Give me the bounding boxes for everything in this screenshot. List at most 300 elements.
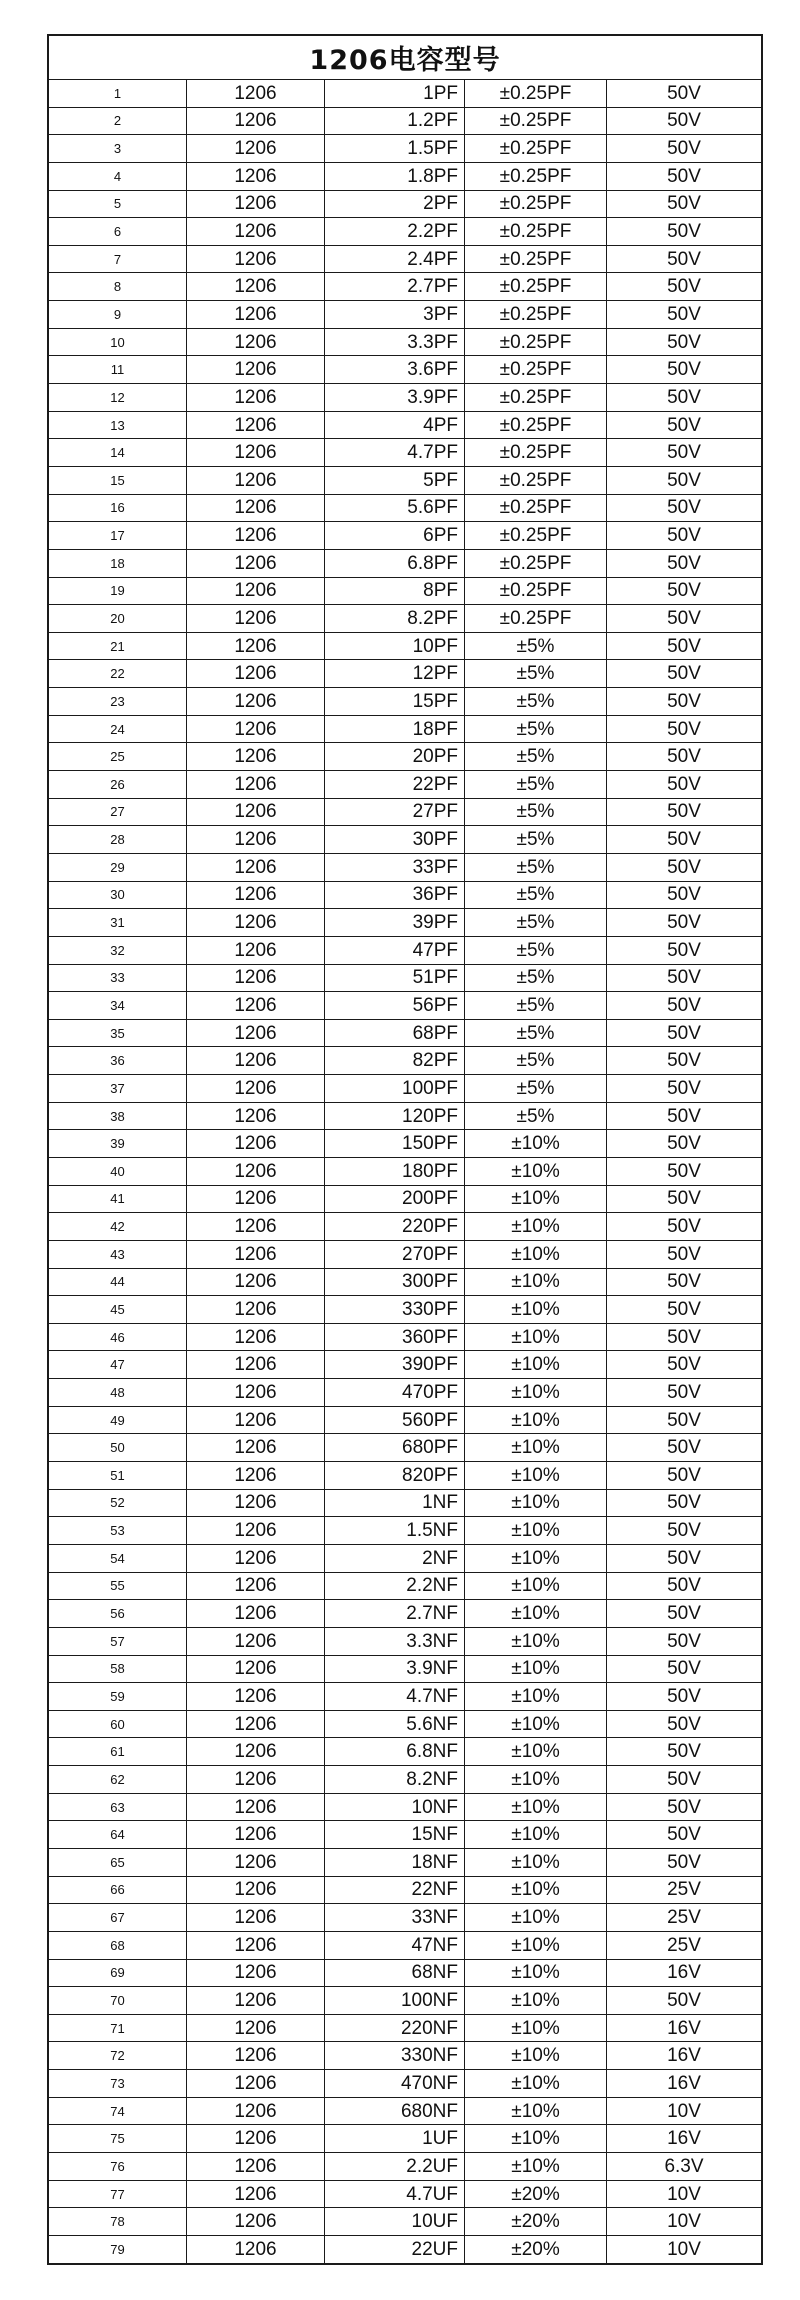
cell-tolerance: ±5% bbox=[465, 937, 607, 964]
cell-package: 1206 bbox=[187, 605, 325, 632]
cell-capacitance: 2.2NF bbox=[325, 1573, 465, 1600]
cell-package: 1206 bbox=[187, 2153, 325, 2180]
cell-package: 1206 bbox=[187, 633, 325, 660]
cell-tolerance: ±20% bbox=[465, 2181, 607, 2208]
cell-package: 1206 bbox=[187, 1987, 325, 2014]
cell-voltage: 50V bbox=[667, 801, 701, 823]
cell-index: 44 bbox=[49, 1269, 187, 1296]
cell-voltage: 50V bbox=[667, 580, 701, 602]
table-body bbox=[49, 80, 761, 2263]
cell-index: 71 bbox=[49, 2015, 187, 2042]
cell-tolerance: ±0.25PF bbox=[465, 495, 607, 522]
cell-index: 35 bbox=[49, 1020, 187, 1047]
cell-tolerance: ±10% bbox=[465, 2015, 607, 2042]
table-row bbox=[49, 1407, 761, 1435]
cell-capacitance: 5PF bbox=[325, 467, 465, 494]
cell-tolerance: ±10% bbox=[465, 1407, 607, 1434]
cell-voltage: 50V bbox=[667, 1547, 701, 1569]
cell-package: 1206 bbox=[187, 1213, 325, 1240]
cell-capacitance: 1.2PF bbox=[325, 108, 465, 135]
cell-capacitance: 3PF bbox=[325, 301, 465, 328]
table-row bbox=[49, 273, 761, 301]
cell-tolerance: ±0.25PF bbox=[465, 467, 607, 494]
table-row bbox=[49, 495, 761, 523]
cell-capacitance: 6.8NF bbox=[325, 1738, 465, 1765]
cell-capacitance: 15PF bbox=[325, 688, 465, 715]
cell-capacitance: 1PF bbox=[325, 80, 465, 107]
cell-package: 1206 bbox=[187, 1849, 325, 1876]
table-row bbox=[49, 439, 761, 467]
cell-tolerance: ±0.25PF bbox=[465, 605, 607, 632]
cell-capacitance: 330PF bbox=[325, 1296, 465, 1323]
cell-capacitance: 8.2PF bbox=[325, 605, 465, 632]
cell-tolerance: ±10% bbox=[465, 2153, 607, 2180]
cell-voltage: 25V bbox=[667, 1934, 701, 1956]
table-row bbox=[49, 1186, 761, 1214]
cell-voltage: 50V bbox=[667, 1299, 701, 1320]
cell-index: 33 bbox=[49, 965, 187, 992]
cell-index: 32 bbox=[49, 937, 187, 964]
cell-capacitance: 68PF bbox=[325, 1020, 465, 1047]
table-row bbox=[49, 660, 761, 688]
cell-tolerance: ±5% bbox=[465, 688, 607, 715]
cell-package: 1206 bbox=[187, 2125, 325, 2152]
table-row bbox=[49, 301, 761, 329]
cell-index: 51 bbox=[49, 1462, 187, 1489]
cell-tolerance: ±0.25PF bbox=[465, 356, 607, 383]
cell-tolerance: ±10% bbox=[465, 1600, 607, 1627]
cell-capacitance: 22NF bbox=[325, 1877, 465, 1904]
cell-capacitance: 2.2PF bbox=[325, 218, 465, 245]
cell-voltage: 50V bbox=[667, 1022, 701, 1044]
cell-voltage: 50V bbox=[667, 746, 701, 768]
cell-tolerance: ±10% bbox=[465, 1269, 607, 1296]
cell-tolerance: ±5% bbox=[465, 826, 607, 853]
cell-tolerance: ±10% bbox=[465, 1932, 607, 1959]
cell-package: 1206 bbox=[187, 1103, 325, 1130]
cell-package: 1206 bbox=[187, 1794, 325, 1821]
cell-tolerance: ±10% bbox=[465, 1186, 607, 1213]
cell-index: 15 bbox=[49, 467, 187, 494]
cell-package: 1206 bbox=[187, 1490, 325, 1517]
table-row bbox=[49, 2236, 761, 2263]
cell-package: 1206 bbox=[187, 439, 325, 466]
cell-package: 1206 bbox=[187, 522, 325, 549]
cell-tolerance: ±0.25PF bbox=[465, 135, 607, 162]
cell-voltage: 50V bbox=[667, 1216, 701, 1238]
cell-index: 63 bbox=[49, 1794, 187, 1821]
table-row bbox=[49, 522, 761, 550]
cell-tolerance: ±5% bbox=[465, 771, 607, 798]
cell-tolerance: ±0.25PF bbox=[465, 578, 607, 605]
cell-package: 1206 bbox=[187, 826, 325, 853]
cell-voltage: 16V bbox=[667, 2045, 701, 2067]
cell-tolerance: ±10% bbox=[465, 1877, 607, 1904]
cell-package: 1206 bbox=[187, 2098, 325, 2125]
cell-voltage: 50V bbox=[667, 1243, 701, 1265]
cell-capacitance: 4PF bbox=[325, 412, 465, 439]
cell-package: 1206 bbox=[187, 854, 325, 881]
table-row bbox=[49, 1821, 761, 1849]
cell-index: 78 bbox=[49, 2208, 187, 2235]
table-row bbox=[49, 1047, 761, 1075]
cell-package: 1206 bbox=[187, 1517, 325, 1544]
cell-voltage: 50V bbox=[667, 1824, 701, 1846]
cell-index: 62 bbox=[49, 1766, 187, 1793]
cell-capacitance: 4.7NF bbox=[325, 1683, 465, 1710]
cell-index: 75 bbox=[49, 2125, 187, 2152]
cell-capacitance: 8.2NF bbox=[325, 1766, 465, 1793]
cell-package: 1206 bbox=[187, 1047, 325, 1074]
cell-voltage: 50V bbox=[667, 1492, 701, 1514]
cell-tolerance: ±10% bbox=[465, 1849, 607, 1876]
cell-index: 73 bbox=[49, 2070, 187, 2097]
cell-voltage: 50V bbox=[667, 1050, 701, 1072]
cell-capacitance: 5.6PF bbox=[325, 495, 465, 522]
cell-package: 1206 bbox=[187, 2208, 325, 2235]
cell-package: 1206 bbox=[187, 108, 325, 135]
cell-capacitance: 8PF bbox=[325, 578, 465, 605]
cell-voltage: 50V bbox=[667, 386, 701, 408]
cell-tolerance: ±5% bbox=[465, 743, 607, 770]
cell-voltage: 50V bbox=[667, 939, 701, 961]
cell-voltage: 50V bbox=[667, 1409, 701, 1431]
cell-voltage: 50V bbox=[667, 912, 701, 934]
cell-voltage: 50V bbox=[667, 967, 701, 989]
cell-index: 19 bbox=[49, 578, 187, 605]
cell-voltage: 50V bbox=[667, 773, 701, 795]
cell-index: 41 bbox=[49, 1186, 187, 1213]
table-row bbox=[49, 412, 761, 440]
table-row bbox=[49, 1738, 761, 1766]
table-row bbox=[49, 1517, 761, 1545]
cell-index: 3 bbox=[49, 135, 187, 162]
cell-package: 1206 bbox=[187, 1130, 325, 1157]
cell-tolerance: ±0.25PF bbox=[465, 80, 607, 107]
table-row bbox=[49, 2208, 761, 2236]
cell-package: 1206 bbox=[187, 1904, 325, 1931]
cell-capacitance: 68NF bbox=[325, 1960, 465, 1987]
cell-index: 30 bbox=[49, 882, 187, 909]
cell-package: 1206 bbox=[187, 2070, 325, 2097]
cell-capacitance: 470NF bbox=[325, 2070, 465, 2097]
table-row bbox=[49, 1490, 761, 1518]
cell-voltage: 50V bbox=[667, 1603, 701, 1625]
table-row bbox=[49, 1324, 761, 1352]
cell-index: 14 bbox=[49, 439, 187, 466]
table-row bbox=[49, 633, 761, 661]
cell-index: 29 bbox=[49, 854, 187, 881]
table-row bbox=[49, 1269, 761, 1297]
table-row bbox=[49, 1075, 761, 1103]
cell-voltage: 50V bbox=[667, 1685, 701, 1707]
cell-package: 1206 bbox=[187, 1628, 325, 1655]
cell-index: 57 bbox=[49, 1628, 187, 1655]
cell-capacitance: 3.6PF bbox=[325, 356, 465, 383]
cell-capacitance: 200PF bbox=[325, 1186, 465, 1213]
table-row bbox=[49, 1296, 761, 1324]
cell-index: 72 bbox=[49, 2042, 187, 2069]
cell-capacitance: 82PF bbox=[325, 1047, 465, 1074]
cell-package: 1206 bbox=[187, 191, 325, 218]
cell-index: 38 bbox=[49, 1103, 187, 1130]
cell-voltage: 50V bbox=[667, 1796, 701, 1818]
cell-voltage: 50V bbox=[667, 221, 701, 243]
cell-voltage: 50V bbox=[667, 276, 701, 298]
cell-capacitance: 300PF bbox=[325, 1269, 465, 1296]
cell-capacitance: 18NF bbox=[325, 1849, 465, 1876]
cell-tolerance: ±10% bbox=[465, 1656, 607, 1683]
cell-capacitance: 30PF bbox=[325, 826, 465, 853]
cell-package: 1206 bbox=[187, 660, 325, 687]
cell-index: 36 bbox=[49, 1047, 187, 1074]
cell-voltage: 50V bbox=[667, 994, 701, 1016]
cell-package: 1206 bbox=[187, 1186, 325, 1213]
cell-capacitance: 4.7UF bbox=[325, 2181, 465, 2208]
cell-tolerance: ±0.25PF bbox=[465, 218, 607, 245]
cell-package: 1206 bbox=[187, 1020, 325, 1047]
cell-package: 1206 bbox=[187, 218, 325, 245]
table-title: 1206电容型号 bbox=[49, 36, 761, 80]
cell-capacitance: 180PF bbox=[325, 1158, 465, 1185]
cell-tolerance: ±5% bbox=[465, 1047, 607, 1074]
cell-voltage: 50V bbox=[667, 138, 701, 160]
cell-tolerance: ±10% bbox=[465, 1158, 607, 1185]
cell-package: 1206 bbox=[187, 1932, 325, 1959]
cell-tolerance: ±5% bbox=[465, 660, 607, 687]
cell-package: 1206 bbox=[187, 716, 325, 743]
cell-voltage: 16V bbox=[667, 2128, 701, 2150]
cell-voltage: 50V bbox=[667, 1520, 701, 1542]
cell-capacitance: 680PF bbox=[325, 1434, 465, 1461]
cell-voltage: 50V bbox=[667, 165, 701, 187]
cell-tolerance: ±0.25PF bbox=[465, 301, 607, 328]
cell-capacitance: 390PF bbox=[325, 1351, 465, 1378]
cell-tolerance: ±10% bbox=[465, 1794, 607, 1821]
cell-index: 42 bbox=[49, 1213, 187, 1240]
cell-tolerance: ±5% bbox=[465, 992, 607, 1019]
cell-capacitance: 330NF bbox=[325, 2042, 465, 2069]
cell-package: 1206 bbox=[187, 1462, 325, 1489]
cell-capacitance: 2PF bbox=[325, 191, 465, 218]
table-row bbox=[49, 688, 761, 716]
cell-tolerance: ±5% bbox=[465, 799, 607, 826]
cell-capacitance: 33NF bbox=[325, 1904, 465, 1931]
table-row bbox=[49, 909, 761, 937]
cell-voltage: 50V bbox=[667, 635, 701, 657]
cell-voltage: 10V bbox=[667, 2183, 701, 2205]
cell-capacitance: 33PF bbox=[325, 854, 465, 881]
table-row bbox=[49, 1158, 761, 1186]
table-row bbox=[49, 2181, 761, 2209]
table-row bbox=[49, 108, 761, 136]
table-row bbox=[49, 1020, 761, 1048]
cell-voltage: 50V bbox=[667, 1188, 701, 1210]
cell-capacitance: 36PF bbox=[325, 882, 465, 909]
cell-index: 76 bbox=[49, 2153, 187, 2180]
cell-capacitance: 2NF bbox=[325, 1545, 465, 1572]
cell-tolerance: ±10% bbox=[465, 1545, 607, 1572]
cell-voltage: 50V bbox=[667, 110, 701, 132]
cell-voltage: 50V bbox=[667, 442, 701, 464]
cell-index: 37 bbox=[49, 1075, 187, 1102]
cell-index: 22 bbox=[49, 660, 187, 687]
cell-voltage: 50V bbox=[667, 1575, 701, 1597]
cell-index: 17 bbox=[49, 522, 187, 549]
cell-capacitance: 6.8PF bbox=[325, 550, 465, 577]
cell-voltage: 50V bbox=[667, 1464, 701, 1486]
cell-capacitance: 270PF bbox=[325, 1241, 465, 1268]
table-row bbox=[49, 743, 761, 771]
table-row bbox=[49, 550, 761, 578]
cell-package: 1206 bbox=[187, 937, 325, 964]
cell-capacitance: 6PF bbox=[325, 522, 465, 549]
cell-capacitance: 10NF bbox=[325, 1794, 465, 1821]
cell-index: 50 bbox=[49, 1434, 187, 1461]
cell-capacitance: 39PF bbox=[325, 909, 465, 936]
cell-package: 1206 bbox=[187, 1877, 325, 1904]
cell-package: 1206 bbox=[187, 80, 325, 107]
cell-tolerance: ±10% bbox=[465, 1821, 607, 1848]
cell-index: 27 bbox=[49, 799, 187, 826]
cell-index: 74 bbox=[49, 2098, 187, 2125]
cell-index: 77 bbox=[49, 2181, 187, 2208]
cell-package: 1206 bbox=[187, 467, 325, 494]
cell-voltage: 50V bbox=[667, 82, 701, 104]
cell-package: 1206 bbox=[187, 301, 325, 328]
cell-tolerance: ±0.25PF bbox=[465, 522, 607, 549]
cell-capacitance: 3.3PF bbox=[325, 329, 465, 356]
cell-index: 16 bbox=[49, 495, 187, 522]
cell-tolerance: ±10% bbox=[465, 1517, 607, 1544]
cell-voltage: 50V bbox=[667, 1630, 701, 1652]
cell-index: 70 bbox=[49, 1987, 187, 2014]
cell-tolerance: ±10% bbox=[465, 1738, 607, 1765]
cell-index: 40 bbox=[49, 1158, 187, 1185]
table-row bbox=[49, 1462, 761, 1490]
cell-tolerance: ±10% bbox=[465, 1324, 607, 1351]
cell-voltage: 50V bbox=[667, 1990, 701, 2012]
cell-capacitance: 1.5PF bbox=[325, 135, 465, 162]
table-row bbox=[49, 2125, 761, 2153]
table-row bbox=[49, 356, 761, 384]
cell-capacitance: 10UF bbox=[325, 2208, 465, 2235]
cell-capacitance: 18PF bbox=[325, 716, 465, 743]
cell-index: 26 bbox=[49, 771, 187, 798]
table-row bbox=[49, 163, 761, 191]
cell-capacitance: 150PF bbox=[325, 1130, 465, 1157]
cell-package: 1206 bbox=[187, 743, 325, 770]
cell-package: 1206 bbox=[187, 550, 325, 577]
cell-tolerance: ±5% bbox=[465, 716, 607, 743]
table-row bbox=[49, 467, 761, 495]
table-row bbox=[49, 799, 761, 827]
cell-index: 25 bbox=[49, 743, 187, 770]
table-row bbox=[49, 329, 761, 357]
table-row bbox=[49, 992, 761, 1020]
table-row bbox=[49, 218, 761, 246]
table-row bbox=[49, 1213, 761, 1241]
cell-package: 1206 bbox=[187, 246, 325, 273]
cell-index: 11 bbox=[49, 356, 187, 383]
table-row bbox=[49, 135, 761, 163]
cell-tolerance: ±10% bbox=[465, 1434, 607, 1461]
cell-voltage: 50V bbox=[667, 884, 701, 906]
cell-voltage: 10V bbox=[667, 2238, 701, 2260]
cell-index: 4 bbox=[49, 163, 187, 190]
cell-tolerance: ±10% bbox=[465, 2098, 607, 2125]
table-row bbox=[49, 80, 761, 108]
cell-index: 66 bbox=[49, 1877, 187, 1904]
table-row bbox=[49, 1600, 761, 1628]
table-row bbox=[49, 1683, 761, 1711]
cell-tolerance: ±10% bbox=[465, 1213, 607, 1240]
cell-voltage: 50V bbox=[667, 331, 701, 353]
cell-package: 1206 bbox=[187, 135, 325, 162]
table-row bbox=[49, 1241, 761, 1269]
cell-index: 55 bbox=[49, 1573, 187, 1600]
cell-tolerance: ±10% bbox=[465, 1987, 607, 2014]
cell-capacitance: 22PF bbox=[325, 771, 465, 798]
cell-capacitance: 470PF bbox=[325, 1379, 465, 1406]
cell-tolerance: ±5% bbox=[465, 909, 607, 936]
table-row bbox=[49, 1434, 761, 1462]
cell-voltage: 50V bbox=[667, 1271, 701, 1293]
cell-capacitance: 56PF bbox=[325, 992, 465, 1019]
cell-voltage: 16V bbox=[667, 1962, 701, 1984]
cell-voltage: 50V bbox=[667, 1326, 701, 1348]
table-row bbox=[49, 191, 761, 219]
cell-tolerance: ±5% bbox=[465, 633, 607, 660]
cell-package: 1206 bbox=[187, 1075, 325, 1102]
cell-index: 28 bbox=[49, 826, 187, 853]
table-row bbox=[49, 1545, 761, 1573]
cell-voltage: 50V bbox=[667, 1133, 701, 1155]
cell-index: 58 bbox=[49, 1656, 187, 1683]
cell-tolerance: ±20% bbox=[465, 2236, 607, 2263]
cell-package: 1206 bbox=[187, 2015, 325, 2042]
cell-capacitance: 20PF bbox=[325, 743, 465, 770]
cell-package: 1206 bbox=[187, 909, 325, 936]
cell-voltage: 50V bbox=[667, 1768, 701, 1790]
cell-voltage: 16V bbox=[667, 2017, 701, 2039]
cell-capacitance: 27PF bbox=[325, 799, 465, 826]
cell-capacitance: 12PF bbox=[325, 660, 465, 687]
cell-index: 12 bbox=[49, 384, 187, 411]
cell-voltage: 50V bbox=[667, 1437, 701, 1459]
cell-tolerance: ±10% bbox=[465, 1490, 607, 1517]
cell-voltage: 50V bbox=[667, 1741, 701, 1763]
cell-package: 1206 bbox=[187, 2042, 325, 2069]
cell-index: 45 bbox=[49, 1296, 187, 1323]
cell-package: 1206 bbox=[187, 1545, 325, 1572]
cell-index: 18 bbox=[49, 550, 187, 577]
cell-voltage: 6.3V bbox=[664, 2155, 704, 2177]
cell-tolerance: ±10% bbox=[465, 1904, 607, 1931]
table-row bbox=[49, 965, 761, 993]
cell-capacitance: 1.5NF bbox=[325, 1517, 465, 1544]
table-row bbox=[49, 246, 761, 274]
cell-voltage: 50V bbox=[667, 497, 701, 519]
table-row bbox=[49, 1987, 761, 2015]
cell-index: 49 bbox=[49, 1407, 187, 1434]
cell-tolerance: ±20% bbox=[465, 2208, 607, 2235]
cell-index: 31 bbox=[49, 909, 187, 936]
cell-index: 21 bbox=[49, 633, 187, 660]
cell-index: 64 bbox=[49, 1821, 187, 1848]
cell-package: 1206 bbox=[187, 1960, 325, 1987]
cell-index: 68 bbox=[49, 1932, 187, 1959]
